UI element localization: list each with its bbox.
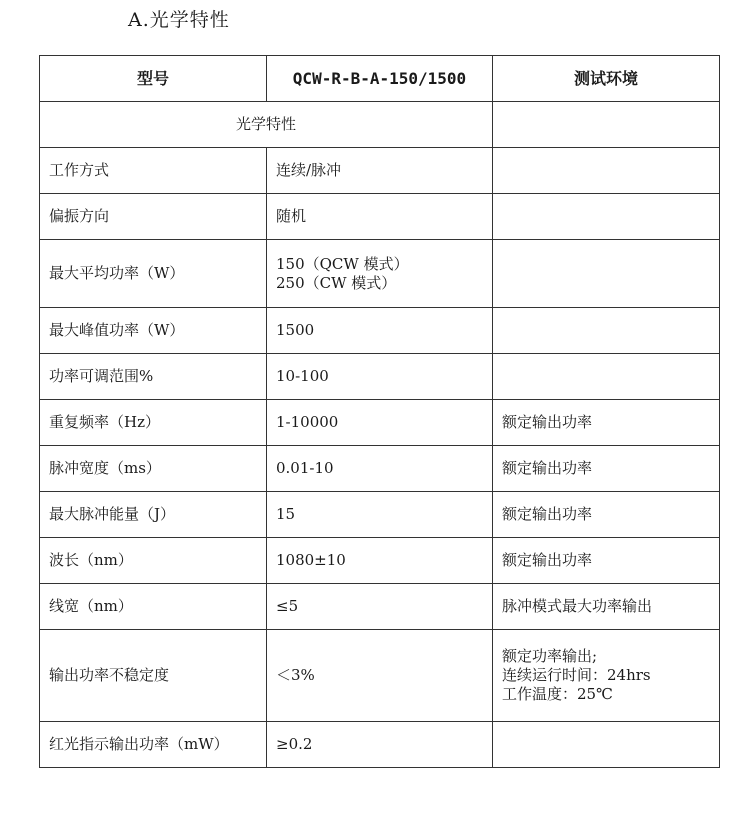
- value-cell: 10-100: [267, 354, 493, 400]
- env-cell: 额定输出功率: [493, 492, 720, 538]
- param-cell: 工作方式: [40, 148, 267, 194]
- section-label-cell: 光学特性: [40, 102, 493, 148]
- value-cell: ≥0.2: [267, 722, 493, 768]
- env-cell: 额定功率输出; 连续运行时间：24hrs 工作温度：25℃: [493, 630, 720, 722]
- env-cell: [493, 722, 720, 768]
- table-row: [40, 446, 720, 492]
- value-cell: 随机: [267, 194, 493, 240]
- env-cell: 额定输出功率: [493, 538, 720, 584]
- table-row: [40, 240, 720, 308]
- value-cell: 1500: [267, 308, 493, 354]
- value-cell: 15: [267, 492, 493, 538]
- table-row: [40, 194, 720, 240]
- param-cell: 最大峰值功率（W）: [40, 308, 267, 354]
- table-header-row: [40, 56, 720, 102]
- table-row: [40, 354, 720, 400]
- param-cell: 红光指示输出功率（mW）: [40, 722, 267, 768]
- env-cell: 额定输出功率: [493, 446, 720, 492]
- header-model-number: QCW-R-B-A-150/1500: [267, 56, 493, 102]
- param-cell: 最大平均功率（W）: [40, 240, 267, 308]
- table-row: [40, 308, 720, 354]
- value-cell: 0.01-10: [267, 446, 493, 492]
- value-cell: ＜3%: [267, 630, 493, 722]
- table-row: [40, 538, 720, 584]
- value-cell: 1-10000: [267, 400, 493, 446]
- param-cell: 线宽（nm）: [40, 584, 267, 630]
- table-row: [40, 722, 720, 768]
- env-cell: [493, 308, 720, 354]
- value-cell: ≤5: [267, 584, 493, 630]
- env-cell: [493, 194, 720, 240]
- table-row: [40, 492, 720, 538]
- param-cell: 偏振方向: [40, 194, 267, 240]
- header-test-environment: 测试环境: [493, 56, 720, 102]
- table-row: [40, 148, 720, 194]
- env-cell: 脉冲模式最大功率输出: [493, 584, 720, 630]
- table-row: [40, 630, 720, 722]
- value-cell: 1080±10: [267, 538, 493, 584]
- optical-specs-table: [39, 55, 720, 768]
- param-cell: 脉冲宽度（ms）: [40, 446, 267, 492]
- value-cell: 150（QCW 模式） 250（CW 模式）: [267, 240, 493, 308]
- table-row: [40, 584, 720, 630]
- param-cell: 重复频率（Hz）: [40, 400, 267, 446]
- env-cell: [493, 354, 720, 400]
- env-cell: [493, 148, 720, 194]
- section-title: A.光学特性: [128, 9, 230, 31]
- env-cell: 额定输出功率: [493, 400, 720, 446]
- env-cell: [493, 240, 720, 308]
- header-model: 型号: [40, 56, 267, 102]
- table-row: [40, 400, 720, 446]
- section-row: [40, 102, 720, 148]
- param-cell: 输出功率不稳定度: [40, 630, 267, 722]
- param-cell: 最大脉冲能量（J）: [40, 492, 267, 538]
- section-env-cell: [493, 102, 720, 148]
- param-cell: 波长（nm）: [40, 538, 267, 584]
- param-cell: 功率可调范围%: [40, 354, 267, 400]
- value-cell: 连续/脉冲: [267, 148, 493, 194]
